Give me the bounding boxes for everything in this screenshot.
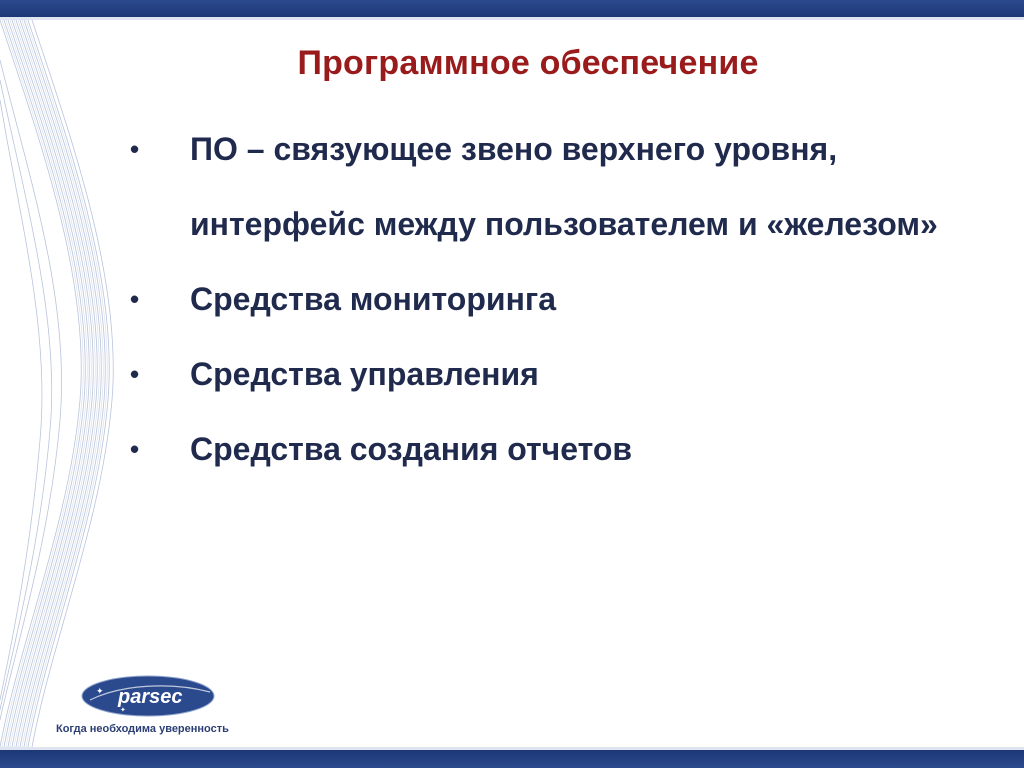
bullet-dot-icon: •	[130, 284, 140, 314]
bullet-text: ПО – связующее звено верхнего уровня, интерфейс между пользователем и «железом»	[190, 131, 938, 242]
bullet-text: Средства мониторинга	[190, 281, 557, 317]
logo-brand: parsec	[118, 686, 183, 708]
logo-tagline: Когда необходима уверенность	[56, 723, 229, 735]
wave-lines-decoration	[0, 20, 130, 747]
bullet-list	[130, 112, 1000, 487]
bullet-dot-icon: •	[130, 359, 140, 389]
bullet-dot-icon: •	[130, 434, 140, 464]
bottom-bar	[0, 750, 1024, 768]
logo-star-icon: ✦	[96, 687, 104, 697]
bullet-item-reports	[130, 412, 1000, 487]
bullet-item-software	[130, 112, 1000, 262]
bullet-item-management	[130, 337, 1000, 412]
slide-title: Программное обеспечение	[297, 44, 759, 82]
bullet-text: Средства создания отчетов	[190, 431, 633, 467]
bullet-text: Средства управления	[190, 356, 539, 392]
top-bar	[0, 0, 1024, 17]
bullet-item-monitoring	[130, 262, 1000, 337]
logo-star-small-icon: ✦	[120, 706, 126, 714]
top-bar-accent-line	[0, 17, 1024, 20]
bullet-dot-icon: •	[130, 134, 140, 164]
